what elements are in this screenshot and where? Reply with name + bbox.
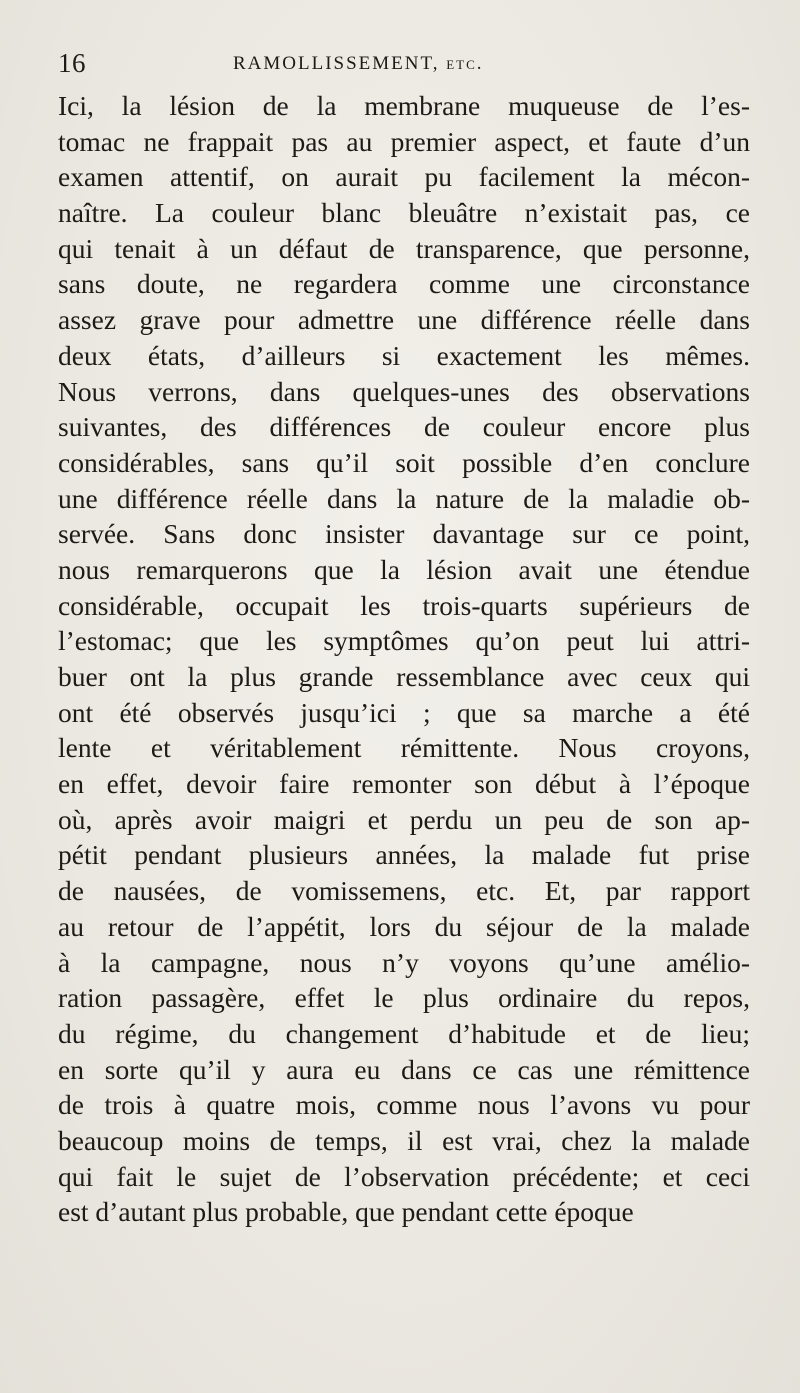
- text-line: l’estomac; que les symptômes qu’on peut lui attri-: [58, 625, 750, 657]
- text-line: suivantes, des différences de couleur encore plus: [58, 411, 750, 443]
- text-line: buer ont la plus grande ressemblance avec ceux qui: [58, 661, 750, 692]
- text-line: en sorte qu’il y aura eu dans ce cas une rémittence: [58, 1053, 750, 1085]
- text-line: ration passagère, effet le plus ordinaire du repos,: [58, 982, 750, 1014]
- text-line: Ici, la lésion de la membrane muqueuse de l’es-: [58, 90, 750, 121]
- text-line: à la campagne, nous n’y voyons qu’une amélio-: [58, 946, 750, 978]
- text-line: est d’autant plus probable, que pendant cette époque: [58, 1196, 634, 1228]
- text-line: servée. Sans donc insister davantage sur ce point,: [58, 518, 750, 550]
- text-line: ont été observés jusqu’ici ; que sa marche a été: [58, 696, 750, 728]
- text-line: une différence réelle dans la nature de la maladie ob-: [58, 482, 750, 514]
- text-line: beaucoup moins de temps, il est vrai, chez la malade: [58, 1124, 750, 1156]
- text-line: au retour de l’appétit, lors du séjour de la malade: [58, 910, 750, 942]
- text-line: considérables, sans qu’il soit possible d’en conclure: [58, 446, 750, 478]
- text-line: sans doute, ne regardera comme une circonstance: [58, 268, 750, 300]
- text-line: tomac ne frappait pas au premier aspect, et faute d’un: [58, 125, 750, 157]
- text-line: assez grave pour admettre une différence réelle dans: [58, 304, 750, 336]
- text-line: Nous verrons, dans quelques-unes des observations: [58, 375, 750, 407]
- text-line: en effet, devoir faire remonter son début à l’époque: [58, 768, 750, 800]
- page-header: [58, 48, 748, 84]
- text-line: de nausées, de vomissemens, etc. Et, par rapport: [58, 875, 750, 907]
- text-line: du régime, du changement d’habitude et de lieu;: [58, 1017, 750, 1049]
- text-line: qui tenait à un défaut de transparence, que personne,: [58, 232, 750, 264]
- text-line: naître. La couleur blanc bleuâtre n’existait pas, ce: [58, 197, 750, 229]
- text-line: nous remarquerons que la lésion avait une étendue: [58, 553, 750, 585]
- text-line: où, après avoir maigri et perdu un peu de son ap-: [58, 803, 750, 835]
- text-line: deux états, d’ailleurs si exactement les mêmes.: [58, 339, 750, 371]
- text-line: examen attentif, on aurait pu facilement la mécon-: [58, 161, 750, 193]
- text-line: lente et véritablement rémittente. Nous croyons,: [58, 732, 750, 764]
- text-line: considérable, occupait les trois-quarts supérieurs de: [58, 589, 750, 621]
- page-number: 16: [58, 48, 86, 78]
- text-line: de trois à quatre mois, comme nous l’avons vu pour: [58, 1089, 750, 1121]
- running-head: RAMOLLISSEMENT, etc.: [233, 53, 484, 74]
- text-line: pétit pendant plusieurs années, la malade fut prise: [58, 839, 750, 871]
- body-text: [58, 88, 750, 1230]
- text-line: qui fait le sujet de l’observation précédente; et ceci: [58, 1160, 750, 1192]
